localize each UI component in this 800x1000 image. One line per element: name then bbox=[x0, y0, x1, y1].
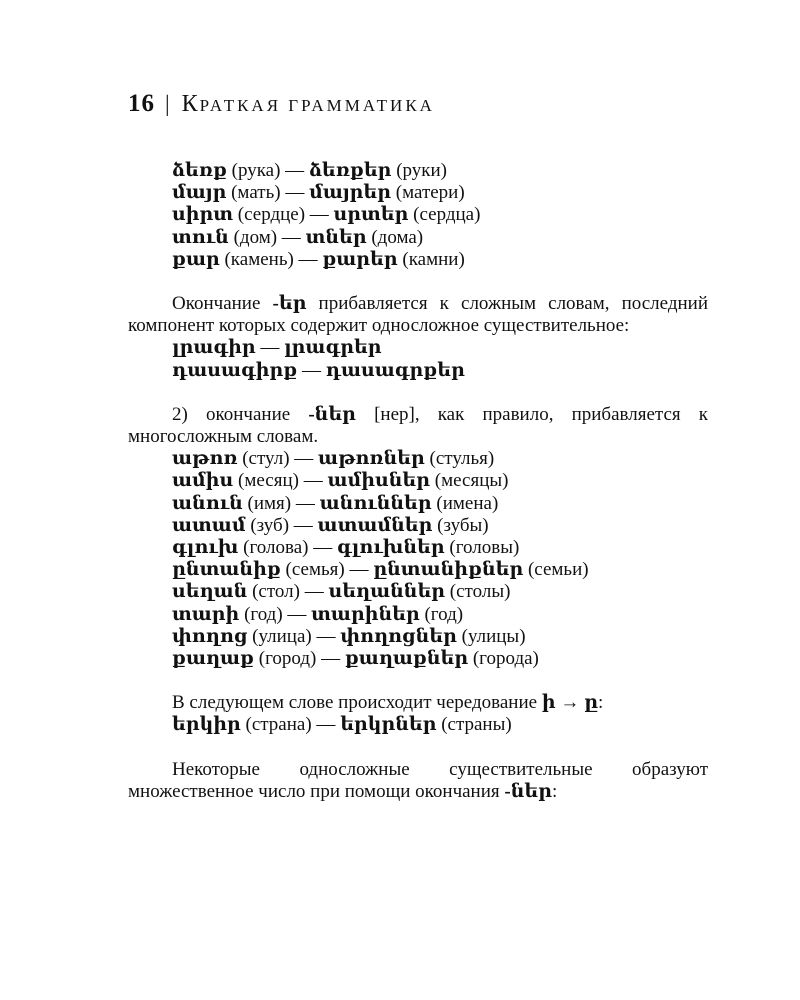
armenian-word: գլուխ bbox=[172, 537, 239, 559]
armenian-word: տուն bbox=[172, 226, 229, 248]
translation-text: (дома) bbox=[366, 226, 424, 248]
translation-text: (руки) bbox=[391, 160, 447, 181]
example-line bbox=[128, 204, 708, 226]
paragraph-text: Окончание bbox=[172, 293, 273, 315]
example-list-3 bbox=[128, 448, 708, 670]
translation-text: (рука) — bbox=[226, 160, 309, 181]
spacer bbox=[128, 382, 708, 404]
translation-text: (мать) — bbox=[226, 182, 310, 204]
page-content bbox=[128, 160, 708, 803]
translation-text: (семья) — bbox=[280, 559, 374, 581]
paragraph-alternation bbox=[128, 692, 708, 714]
translation-text: (имя) — bbox=[242, 492, 320, 514]
translation-text: (дом) — bbox=[228, 226, 306, 248]
suffix: -ներ bbox=[504, 780, 552, 802]
header-title-initial: К bbox=[181, 91, 200, 117]
translation-text: (матери) bbox=[391, 182, 465, 204]
translation-text: (год) bbox=[419, 603, 464, 625]
example-line bbox=[128, 493, 708, 515]
paragraph-text: В следующем слове происходит чередование bbox=[172, 692, 542, 714]
armenian-word: դասագիրք bbox=[172, 359, 298, 381]
armenian-word: աթոռ bbox=[172, 448, 238, 470]
armenian-word: քաղաք bbox=[172, 648, 254, 670]
suffix: -ներ bbox=[308, 403, 356, 425]
translation-text: (семьи) bbox=[523, 559, 589, 581]
armenian-plural: գլուխներ bbox=[336, 537, 445, 559]
translation-text: (месяц) — bbox=[233, 470, 328, 492]
armenian-plural: քարեր bbox=[322, 248, 398, 270]
translation-text: (месяцы) bbox=[430, 470, 509, 492]
armenian-plural: աթոռներ bbox=[318, 448, 425, 470]
paragraph-text: : bbox=[598, 692, 604, 714]
example-line bbox=[128, 160, 708, 182]
example-list-1 bbox=[128, 160, 708, 271]
example-line bbox=[128, 714, 708, 736]
translation-text: (города) bbox=[468, 648, 539, 670]
armenian-plural: լրագրեր bbox=[284, 337, 382, 359]
armenian-word: տարի bbox=[172, 603, 240, 625]
paragraph-compound-words bbox=[128, 293, 708, 337]
armenian-word: ձեռք bbox=[172, 160, 227, 181]
translation-text: (зубы) bbox=[432, 514, 489, 536]
example-line bbox=[128, 604, 708, 626]
translation-text: (стол) — bbox=[247, 581, 329, 603]
paragraph-text: [нер], как правило, прибавляется к многосложным словам. bbox=[128, 403, 708, 448]
translation-text: (стул) — bbox=[237, 448, 319, 470]
armenian-plural: դասագրքեր bbox=[325, 359, 465, 381]
translation-text: (сердца) bbox=[408, 204, 481, 226]
example-line bbox=[128, 337, 708, 359]
example-list-4 bbox=[128, 714, 708, 736]
armenian-plural: մայրեր bbox=[309, 182, 392, 204]
armenian-plural: ամիսներ bbox=[327, 470, 431, 492]
translation-text: (улица) — bbox=[247, 625, 341, 647]
translation-text: (имена) bbox=[431, 492, 499, 514]
armenian-word: փողոց bbox=[172, 625, 248, 647]
spacer bbox=[128, 670, 708, 692]
paragraph-text: : bbox=[551, 780, 558, 802]
example-line bbox=[128, 559, 708, 581]
example-line bbox=[128, 470, 708, 492]
example-line bbox=[128, 360, 708, 382]
example-line bbox=[128, 515, 708, 537]
running-header bbox=[128, 90, 435, 118]
translation-text: (головы) bbox=[444, 537, 520, 559]
example-line bbox=[128, 581, 708, 603]
translation-text: (страна) — bbox=[240, 714, 341, 736]
armenian-word: սիրտ bbox=[172, 204, 234, 226]
translation-text: (зуб) — bbox=[245, 514, 318, 536]
armenian-plural: ձեռքեր bbox=[308, 160, 392, 181]
translation-text: (камни) bbox=[397, 248, 465, 270]
armenian-word: ընտանիք bbox=[172, 559, 281, 581]
spacer bbox=[128, 271, 708, 293]
example-line bbox=[128, 182, 708, 204]
translation-text: (стулья) bbox=[424, 448, 495, 470]
example-line bbox=[128, 626, 708, 648]
paragraph-text: Некоторые односложные существительные образуют множественное число при помощи окончания bbox=[128, 758, 708, 802]
translation-text: (сердце) — bbox=[233, 204, 334, 226]
example-line bbox=[128, 537, 708, 559]
example-line bbox=[128, 448, 708, 470]
dash: — bbox=[297, 359, 326, 381]
armenian-word: ամիս bbox=[172, 470, 234, 492]
header-title: РАТКАЯ ГРАММАТИКА bbox=[199, 96, 435, 115]
armenian-plural: սեղաններ bbox=[328, 581, 446, 603]
example-line bbox=[128, 249, 708, 271]
paragraph-text: 2) окончание bbox=[172, 403, 309, 425]
armenian-plural: անուններ bbox=[319, 492, 432, 514]
armenian-plural: տներ bbox=[305, 226, 367, 248]
armenian-plural: երկրներ bbox=[340, 714, 437, 736]
translation-text: (год) — bbox=[239, 603, 312, 625]
armenian-plural: տարիներ bbox=[311, 603, 420, 625]
paragraph-monosyllabic bbox=[128, 759, 708, 803]
paragraph-polysyllabic bbox=[128, 404, 708, 448]
translation-text: (камень) — bbox=[219, 248, 323, 270]
paragraph-text: прибавляется к сложным словам, последний компонент которых содержит односложное существительное: bbox=[128, 293, 708, 337]
example-list-2 bbox=[128, 337, 708, 381]
translation-text: (страны) bbox=[436, 714, 512, 736]
armenian-plural: փողոցներ bbox=[340, 625, 457, 647]
armenian-word: քար bbox=[172, 248, 220, 270]
vowel-alternation: ի → ը bbox=[541, 692, 599, 714]
page-number: 16 bbox=[128, 90, 155, 117]
dash: — bbox=[255, 337, 285, 359]
armenian-plural: սրտեր bbox=[333, 204, 409, 226]
example-line bbox=[128, 227, 708, 249]
suffix: -եր bbox=[272, 293, 307, 315]
armenian-word: ատամ bbox=[172, 514, 246, 536]
armenian-word: սեղան bbox=[172, 581, 248, 603]
translation-text: (голова) — bbox=[238, 537, 337, 559]
translation-text: (город) — bbox=[254, 648, 345, 670]
translation-text: (столы) bbox=[445, 581, 511, 603]
spacer bbox=[128, 737, 708, 759]
armenian-word: երկիր bbox=[172, 714, 241, 736]
armenian-word: մայր bbox=[172, 182, 227, 204]
example-line bbox=[128, 648, 708, 670]
armenian-word: լրագիր bbox=[172, 337, 256, 359]
armenian-plural: քաղաքներ bbox=[344, 648, 469, 670]
armenian-word: անուն bbox=[172, 492, 243, 514]
header-separator: | bbox=[165, 91, 172, 116]
translation-text: (улицы) bbox=[456, 625, 526, 647]
armenian-plural: ընտանիքներ bbox=[373, 559, 524, 581]
armenian-plural: ատամներ bbox=[317, 514, 433, 536]
